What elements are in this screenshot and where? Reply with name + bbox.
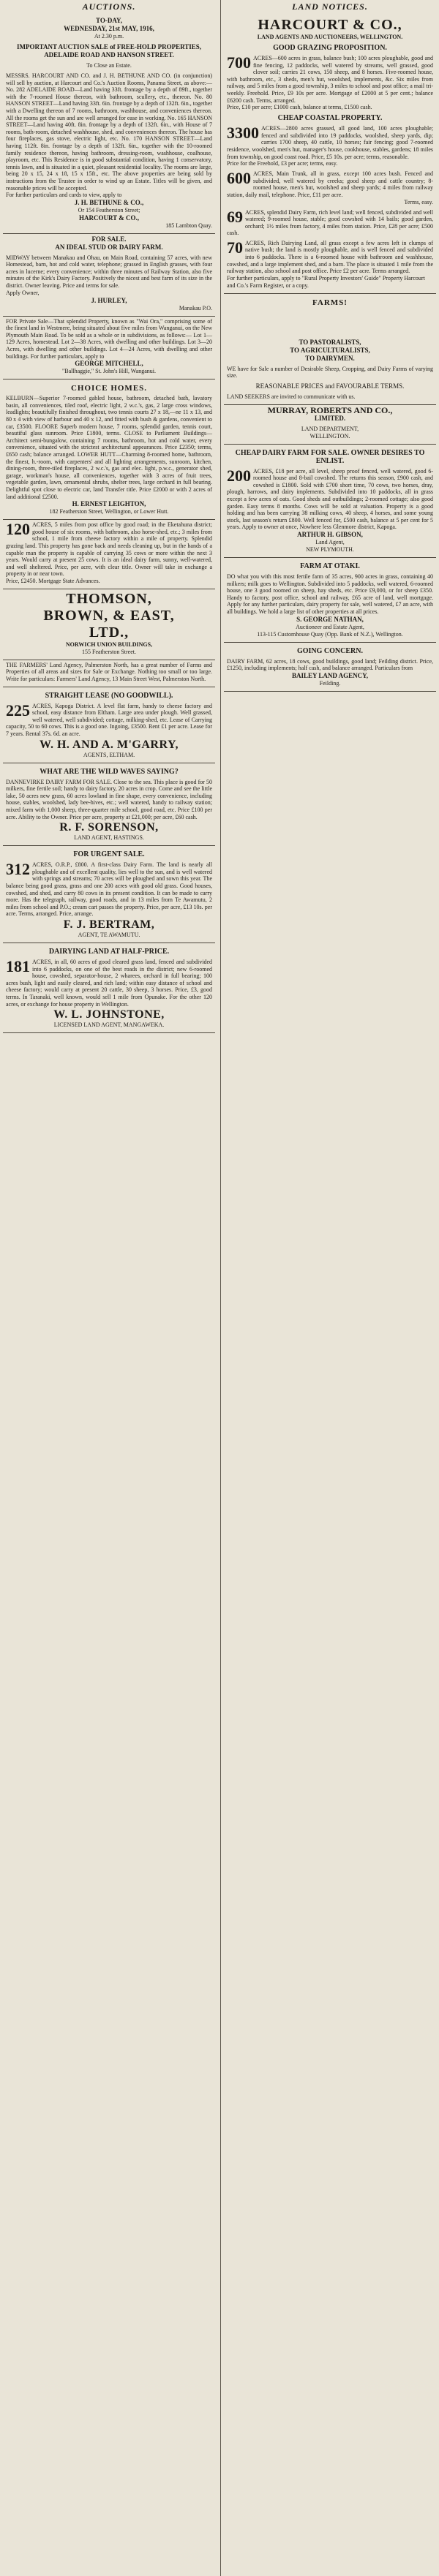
wild-waves-agent: R. F. SORENSON, <box>59 821 159 834</box>
otaki-body: DO what you with this most fertile farm of 35 acres, 900 acres in grass, containing 40 milkers; milk goes to Wellington. Subdivided into 5 paddocks, well watered, 6-roomed house, one 3 good roomed on sheep, hay sheds, etc. Price £9,000, or for sheep £350. Handy to factory, post office, school and railway, £65 acre of land, well mortgage. Apply for any further particulars, dairy property for sale, well watered, £7 an acre, with all buildings. We hold a large list of other properties at all prices. <box>227 573 433 615</box>
harcourt-lead4: 69 <box>227 207 243 226</box>
cheap-dairy-agent: ARTHUR H. GIBSON, <box>297 530 363 538</box>
dairy-farm-advert <box>3 234 215 317</box>
auction-advert <box>3 15 215 234</box>
harcourt-banner: GOOD GRAZING PROPOSITION. <box>273 44 387 52</box>
auction-subhead: To Close an Estate. <box>86 62 132 69</box>
agent-harcourt: HARCOURT & CO., <box>78 214 140 222</box>
choice-homes-advert <box>3 379 215 520</box>
farmers-agency-advert <box>3 660 215 687</box>
auction-date: TO-DAY, <box>96 17 122 24</box>
farms-advert <box>224 294 436 405</box>
auction-body: MESSRS. HARCOURT AND CO. and J. H. BETHUNE AND CO. (in conjunction) will sell by auction, at Harcourt and Co.'s Auction Rooms, Panama Street, as above:— No. 282 ADELAIDE ROAD—Land having 33ft. frontage by a depth of 89ft., together with the 7-roomed House thereon, with bathroom, scullery, etc., thereon. No. 80 HANSON STREET—Land having 33ft. 6in. frontage by a depth of 132ft. 6in., together with a Dwelling thereon of 7 rooms, bathroom, washhouse, and conveniences thereon. All the rooms get the sun and are well arranged for ease in working. No. 165 HANSON STREET—Land having 40ft. 8in. frontage by a depth of 132ft. 6in., with House of 7 rooms, bath-room, detached washhouse, shed, and conveniences thereon. The house has four fireplaces, gas stove, electric light, etc. No. 170 HANSON STREET—Land having 112ft. 8in. frontage by a depth of 132ft. 6in., together with the 10-roomed family residence thereon, having bathroom, dressing-room, washhouse, coalhouse, playroom, etc. This Residence is in good substantial condition, having 1 conservatory, tennis lawn, and is situated in a quiet, pleasant residential locality. The rooms are large, being 20 x 15, 24 x 18, 15 x 15ft., etc. The above properties are being sold by instructions from the Trustee in order to wind up an Estate. Titles will be given, and reasonable prices will be accepted. <box>6 72 212 192</box>
murray-ltd: LIMITED. <box>314 414 346 422</box>
otaki-agent: S. GEORGE NATHAN, <box>296 615 364 623</box>
going-concern-agent: BAILEY LAND AGENCY, <box>291 671 369 679</box>
choice-homes-body: KELBURN—Superior 7-roomed gabled house, bathroom, detached bath, lavatory basin, all conveniences, tiled roof, electric light, 2 w.c.'s, gas, 2 large cross windows, leadlights; beautifully finished throughout, two tennis courts 27 x 18,—ne 11 x 13, and 80 x 4 with view of harbour and 40 x 12, and fitted with bush & gardens, convenient to car, £3500. FLOORE Superb modern house, 7 rooms, splendid garden, tennis court, beautiful glass sunroom. Price £1800, terms. CLOSE to Parliament Buildings—Architect semi-bungalow, containing 7 rooms, bathroom, hot and cold water, every convenience, situated with the strictest architectural appearances. Price £2350; terms, £650 cash; balance arranged. LOWER HUTT—Charming 8-roomed home, bathroom, the finest, h.-room, with carpenters' and all lighting arrangements, sunroom, kitchen, dining-room, three-tiled fireplaces, 2 w.c.'s, gas and elec. light, p.w.c., generator shed, garage, workman's house, all conveniences, together with 3 acres of fruit trees, vegetable garden, lawn, ornamental shrubs, shelter trees, large orchard in full bearing. Delightful spot close to electric car, land Transfer title. Price £2000 or with 2 acres of land additional £2500. <box>6 395 212 500</box>
harcourt-body2: ACRES—2800 acres grassed, all good land, 100 acres ploughable; fenced and subdivided into 19 paddocks, woolshed, sheep yards, dip; carries 1700 sheep, 40 cattle, 10 horses; fair fencing; good 7-roomed residence, woolshed, men's hut, manager's house, cookhouse, stables, gardens; 18 miles from township, on good coast road. Price, £5 10s. per acre; terms, reasonable. <box>227 125 433 160</box>
otaki-advert <box>224 558 436 643</box>
acres-120-advert <box>3 520 215 589</box>
harcourt-advert <box>224 15 436 294</box>
dairy-farm-place: Manakau P.O. <box>179 304 212 311</box>
farms-terms: REASONABLE PRICES and FAVOURABLE TERMS. <box>255 382 405 390</box>
going-concern-agent-sub: Feilding. <box>319 679 341 687</box>
straight-lease-agent-sub: AGENTS, ELTHAM. <box>83 751 135 758</box>
half-price-advert <box>3 943 215 1033</box>
dairy-farm-title: FOR SALE. <box>91 235 127 243</box>
half-price-lead: 181 <box>6 956 30 975</box>
auction-headline: IMPORTANT AUCTION SALE of FREE-HOLD PROPERTIES, ADELAIDE ROAD AND HANSON STREET. <box>16 43 202 58</box>
wild-waves-body: DANNEVIRKE DAIRY FARM FOR SALE. Close to the sea. This place is good for 50 milkers, fine fertile soil; handy to dairy factory, 20 acres in crop. Come and see the little lake, 50 acres new grass, 60 acres lowland in fine shape, every convenience, including house, stables, woolshed, lady bee-hives, etc.; well watered, handy to railway station; mixed farm with 1,000 sheep, three-quarter mile school, good road, etc. Price £100 per acre. Ability to the Owner. Price per acre, property at £21,000; per acre, £60 cash. <box>6 778 212 820</box>
going-concern-banner: GOING CONCERN. <box>296 646 363 655</box>
private-sale-address: "Ballhaggie," St. John's Hill, Wanganui. <box>61 368 157 375</box>
murray-advert <box>224 405 436 445</box>
straight-lease-body: ACRES, Kapoga District. A level flat farm, handy to cheese factory and school, easy distance from Eltham. Large area under plough. Well grassed, well watered, well subdivided; cottage, milking-shed, etc. Lease of Carrying capacity, 50 to 60 cows. This is a good one. Ingoing, £3500. Rent £1 per acre. Lease for 7 years. Rental 37s. 6d. an acre. <box>6 702 212 738</box>
dairy-farm-body: MIDWAY between Manakau and Ohau, on Main Road, containing 57 acres, with new Homestead, barn, hot and cold water, telephone; grassed in English grasses, with four acres in lucerne; every convenience; within three minutes of Railway Station, also five minutes of the Kirk's Dairy Factory. Positively the nicest and best farm of its size in the district. Owner leaving. Price and terms for sale. <box>6 254 212 290</box>
harcourt-lead3: 600 <box>227 169 251 188</box>
harcourt-lead: 700 <box>227 53 251 72</box>
murray-city: WELLINGTON. <box>309 432 350 439</box>
column-divider <box>220 0 221 2576</box>
urgent-sale-agent-sub: AGENT, TE AWAMUTU. <box>78 931 140 938</box>
cheap-dairy-lead: 200 <box>227 466 251 485</box>
wild-waves-agent-sub: LAND AGENT, HASTINGS. <box>74 834 144 842</box>
farms-title: FARMS! <box>312 298 348 307</box>
farms-line2: TO AGRICULTURALISTS, <box>290 346 370 354</box>
cheap-dairy-advert <box>224 445 436 558</box>
harcourt-body4: ACRES, splendid Dairy Farm, rich level land; well fenced, subdivided and well watered; 9-roomed house, stable; good cowshed with 14 bails; good garden, orchard; 1½ miles from factory, 4 miles from station. Price, £28 per acre; £500 cash. <box>227 208 433 237</box>
harcourt-body: ACRES—600 acres in grass, balance bush; 100 acres ploughable, good and fine fencing, 12 paddocks, well watered by streams, well grassed, good clover soil; carries 21 cows, 150 sheep, and 8 horses. Five-roomed house, with bathroom, etc., 3 sheds, men's hut, woolshed, implements, &c. Six miles from railway, and 5 miles from a good township, 3 miles to school and post office; a mail tri-weekly. Freehold. Price, £9 10s per acre. Mortgage of £2000 at 5 per cent.; balance £6200 cash. Terms, arranged. <box>227 55 433 104</box>
murray-dept: LAND DEPARTMENT, <box>301 425 359 432</box>
harcourt-price2: Price for the Freehold, £3 per acre; terms, easy. <box>227 160 338 167</box>
cheap-dairy-agent-place: NEW PLYMOUTH. <box>306 545 354 553</box>
auction-time: At 2.30 p.m. <box>94 33 124 39</box>
dairy-farm-apply: Apply Owner, <box>6 289 40 296</box>
murray-name: MURRAY, ROBERTS AND CO., <box>267 404 393 415</box>
thomson-address: 155 Featherston Street. <box>82 648 136 655</box>
auction-day: WEDNESDAY, 21st MAY, 1916, <box>64 25 154 32</box>
harcourt-price: Price, £10 per acre; £1000 cash, balance at terms, £1500 cash. <box>227 104 372 111</box>
harcourt-price5: For further particulars, apply to "Rural Property Investors' Guide" Property Harcourt and Co.'s Farm Register, or a copy. <box>227 274 425 289</box>
harcourt-body3: ACRES, Main Trunk, all in grass, except 100 acres bush. Fenced and subdivided, well watered by creeks; good sheep and cattle country; 8-roomed house, men's hut, woolshed and sheep yards; 4 miles from railway station, daily mail, telephone. Price, £11 per acre. <box>227 170 433 198</box>
choice-homes-title: CHOICE HOMES. <box>70 384 148 393</box>
straight-lease-agent: W. H. AND A. M'GARRY, <box>39 738 179 751</box>
half-price-agent: W. L. JOHNSTONE, <box>53 1008 165 1021</box>
wild-waves-banner: WHAT ARE THE WILD WAVES SAYING? <box>40 767 179 776</box>
urgent-sale-agent: F. J. BERTRAM, <box>63 918 155 931</box>
harcourt-lead2: 3300 <box>227 124 259 143</box>
cheap-dairy-banner: CHEAP DAIRY FARM FOR SALE. OWNER DESIRES TO ENLIST. <box>235 448 425 465</box>
thomson-building: NORWICH UNION BUILDINGS, <box>65 641 153 648</box>
acres-120-body: ACRES, 5 miles from post office by good road; in the Eketahuna district; good house of six rooms, with bathroom, also horse-shed, etc.; 3 miles from school, 1 mile from cheese factory within a mile of property. Splendid grazing land. This property has gone back and needs cleaning up, but in the hands of a capable man the property is capable of carrying 35 cows or more within the next 3 years. Would carry at present 25 cows. It is an ideal dairy farm, sunny, well-watered, and well sheltered. Price, per acre, with clear title. Owner will take in exchange a property in or near town. <box>6 521 212 578</box>
acres-120-price: Price, £2450. Mortgage State Advances. <box>6 577 100 584</box>
farms-invite: LAND SEEKERS are invited to communicate with us. <box>227 393 356 401</box>
urgent-sale-advert <box>3 846 215 943</box>
harcourt-banner2: CHEAP COASTAL PROPERTY. <box>277 114 383 123</box>
private-sale-body: FOR Private Sale—That splendid Property, known as "Wai Ora," comprising some of the finest land in Westmere, being situated about five miles from Wanganui, on the New Plymouth Main Road. To be sold as a whole or in subdivisions, as follows:— Lot 1—129 Acres, homestead. Lot 2—38 Acres, with dwelling and other buildings. Lot 3—20 Acres, with dwelling and other buildings. Lot 4—24 Acres, with dwelling and other buildings. For further particulars, apply to <box>6 317 212 360</box>
column-header-land-notices: LAND NOTICES. <box>292 1 368 12</box>
half-price-agent-sub: LICENSED LAND AGENT, MANGAWEKA. <box>53 1021 165 1029</box>
half-price-body: ACRES, in all, 60 acres of good cleared grass land, fenced and subdivided into 6 paddocks, on one of the best roads in the district; new 6-roomed house, cowshed, separator-house, 2 wharees, orchard in full bearing; 100 acres bush, light and easily cleared, and rich land; within easy distance of school and cheese factory; would carry at present 20 cattle, 30 sheep, 3 horses. Price, £3, good terms. In Taranaki, well known, would sell 1 mile from Opunake. For the other 120 acres, or exchange for house property in Wellington. <box>6 958 212 1008</box>
agent-bethune-address: Or 154 Featherston Street; <box>78 206 140 214</box>
harcourt-sub: LAND AGENTS AND AUCTIONEERS, WELLINGTON. <box>257 34 403 40</box>
cheap-dairy-agent-sub: Land Agent, <box>315 538 345 545</box>
wild-waves-advert <box>3 763 215 847</box>
acres-120-lead: 120 <box>6 520 30 539</box>
harcourt-body5: ACRES, Rich Dairying Land, all grass except a few acres left in clumps of native bush; the land is mostly ploughable, and is well fenced and subdivided into 6 paddocks. There is a 6-roomed house with bathroom and washhouse, cowshed, and a large implement shed, and a barn. The place is situated 1 mile from the railway station, also school and post office. Price £2 per acre. Terms arranged. <box>227 239 433 275</box>
harcourt-name: HARCOURT & CO., <box>258 17 402 33</box>
choice-homes-agent: H. ERNEST LEIGHTON, <box>72 500 146 508</box>
farms-body: WE have for Sale a number of Desirable Sheep, Cropping, and Dairy Farms of varying size. <box>227 365 433 379</box>
farms-line1: TO PASTORALISTS, <box>299 338 361 346</box>
harcourt-price3: Terms, easy. <box>404 198 433 205</box>
otaki-banner: FARM AT OTAKI. <box>300 562 360 570</box>
straight-lease-lead: 225 <box>6 700 30 719</box>
dairy-farm-owner: J. HURLEY, <box>91 296 127 304</box>
urgent-sale-banner: FOR URGENT SALE. <box>73 850 145 859</box>
urgent-sale-lead: 312 <box>6 860 30 879</box>
left-column <box>3 0 215 1033</box>
column-header-auctions: AUCTIONS. <box>82 1 136 12</box>
half-price-banner: DAIRYING LAND AT HALF-PRICE. <box>48 947 170 956</box>
choice-homes-address: 182 Featherston Street, Wellington, or Lower Hutt. <box>49 508 169 515</box>
auction-further: For further particulars and cards to view, apply to <box>6 192 122 199</box>
right-column <box>224 0 436 692</box>
urgent-sale-body: ACRES, O.R.P., £800. A first-class Dairy Farm. The land is nearly all ploughable and of excellent quality, lies well to the sun, and is well watered with springs and streams; 70 acres will be ploughed and sown this year. The balance being good grass, grass and one 200 acres with good old grass. Good houses, cowshed, and shed, and carry 80 cows in its present condition. It can be made to carry more. Has the telegraph, railway, good roads, and in 13 miles from Te Awamutu, 2 miles from school and P.O.; cream cart passes the property. Price, per acre, £13 10s. per acre. Terms, arranged. Price, arrange. <box>6 861 212 918</box>
going-concern-advert <box>224 643 436 692</box>
dairy-farm-subtitle: AN IDEAL STUD OR DAIRY FARM. <box>55 243 163 251</box>
otaki-agent-sub: Auctioneer and Estate Agent, <box>296 623 364 630</box>
thomson-name: THOMSON, <box>66 590 152 607</box>
harcourt-lead5: 70 <box>227 238 243 257</box>
straight-lease-banner: STRAIGHT LEASE (NO GOODWILL). <box>45 691 173 700</box>
thomson-ltd: LTD., <box>89 624 130 641</box>
straight-lease-advert <box>3 687 215 763</box>
agent-bethune: J. H. BETHUNE & CO., <box>74 198 144 206</box>
farms-line3: TO DAIRYMEN. <box>305 354 355 362</box>
otaki-agent-addr: 113-115 Customhouse Quay (Opp. Bank of N.Z.), Wellington. <box>257 630 403 638</box>
agent-harcourt-address: 185 Lambton Quay. <box>165 222 212 229</box>
cheap-dairy-body: ACRES, £18 per acre, all level, sheep proof fenced, well watered, good 6-roomed house and 8-bail cowshed. The returns this season, £900 cash, and cowshed is £1800. Sold with £700 short time, 70 cows, two horses, dray, plough, harrows, and dairy implements. Subdivided into 10 paddocks, all in grass except a few acres of oats. Good sheds and outbuildings; 2-roomed cottage; also good garden. Easy terms 8 months. Cows will be sold at valuation. Property is a good holding and has been carrying 38 milking cows, 40 sheep, 4 horses, and some young stock, last season's return £800. Well fenced for, £500 cash, balance at 5 per cent for 5 years. Apply to owner at once, Nowhere less Glenmore district, Kapoga. <box>227 467 433 531</box>
going-concern-body: DAIRY FARM, 62 acres, 18 cows, good buildings, good land; Feilding district. Price, £1250, including implements; half cash, and balance arranged. Particulars from <box>227 657 433 672</box>
farmers-agency-body: THE FARMERS' Land Agency, Palmerston North, has a great number of Farms and Properties of all areas and sizes for Sale or Exchange. Nothing too small or too large. Write for particulars: Farmers' Land Agency, 13 Main Street West, Palmerston North. <box>6 661 212 683</box>
private-sale-agent: GEORGE MITCHELL, <box>75 360 143 368</box>
thomson-advert <box>3 589 215 660</box>
private-sale-advert <box>3 317 215 380</box>
thomson-name2: BROWN, & EAST, <box>43 607 175 624</box>
